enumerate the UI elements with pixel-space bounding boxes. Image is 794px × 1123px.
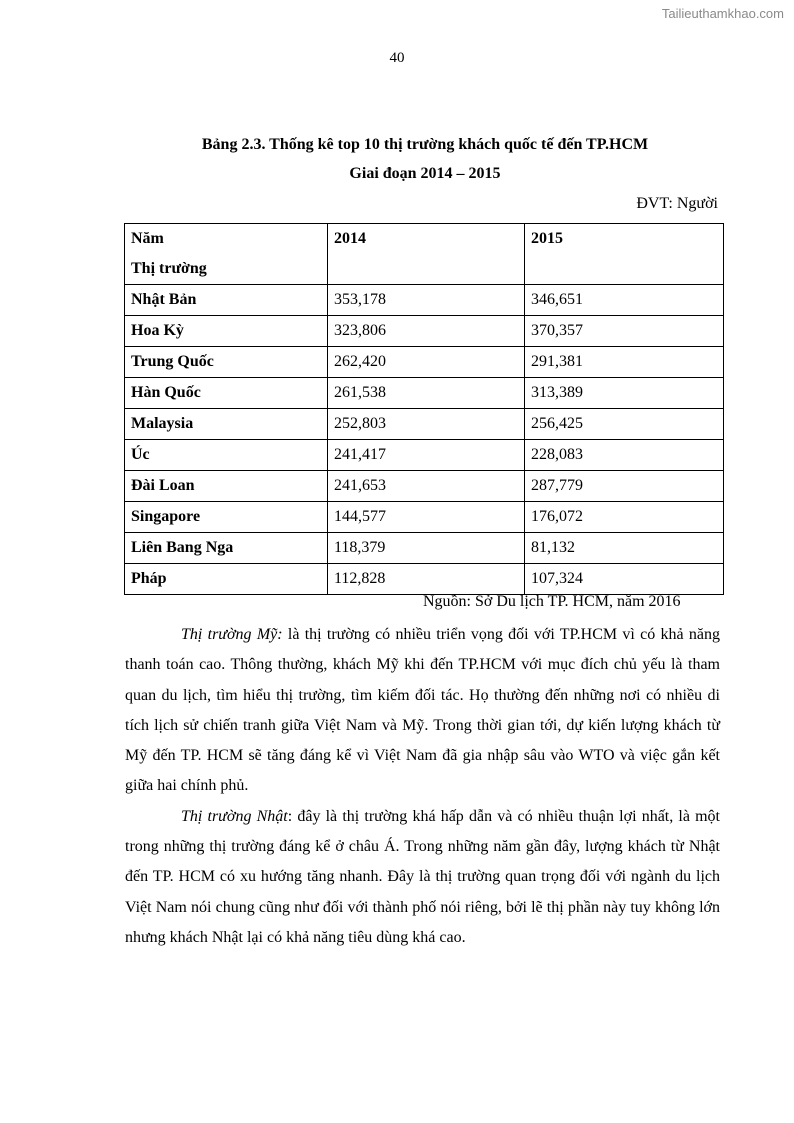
unit-label: ĐVT: Người [636,195,718,212]
table-header-row [125,224,724,285]
value-2014-cell: 261,538 [328,378,525,409]
value-2015-cell: 370,357 [525,316,724,347]
market-name-cell: Pháp [125,564,328,595]
table-row [125,471,724,502]
table-row [125,502,724,533]
market-name-cell: Đài Loan [125,471,328,502]
value-2014-cell: 144,577 [328,502,525,533]
value-2014-cell: 241,653 [328,471,525,502]
value-2015-cell: 107,324 [525,564,724,595]
table-row [125,440,724,471]
value-2015-cell: 81,132 [525,533,724,564]
value-2015-cell: 256,425 [525,409,724,440]
watermark: Tailieuthamkhao.com [661,6,784,21]
market-name-cell: Nhật Bản [125,285,328,316]
table-row [125,564,724,595]
paragraph-lead: Thị trường Nhật [181,807,288,825]
value-2014-cell: 323,806 [328,316,525,347]
paragraph-us-market [125,620,720,802]
value-2014-cell: 262,420 [328,347,525,378]
value-2014-cell: 252,803 [328,409,525,440]
table-row [125,378,724,409]
table-caption-title: Bảng 2.3. Thống kê top 10 thị trường khách quốc tế đến TP.HCM [201,136,649,153]
header-2014: 2014 [328,224,525,285]
market-name-cell: Trung Quốc [125,347,328,378]
value-2015-cell: 313,389 [525,378,724,409]
table-row [125,316,724,347]
paragraph-japan-market [125,802,720,953]
table-caption-period: Giai đoạn 2014 – 2015 [349,165,501,182]
table-source: Nguồn: Sở Du lịch TP. HCM, năm 2016 [423,593,681,610]
value-2015-cell: 291,381 [525,347,724,378]
header-year-market-cell [125,224,328,285]
value-2014-cell: 353,178 [328,285,525,316]
paragraph-text: là thị trường có nhiều triển vọng đối với TP.HCM vì có khả năng thanh toán cao. Thông thường, khách Mỹ khi đến TP.HCM với mục đích chủ yếu là tham quan du lịch, tìm hiểu thị trường, tìm kiếm đối tác. Họ thường đến những nơi có nhiều di tích lịch sử chiến tranh giữa Việt Nam và Mỹ. Trong thời gian tới, dự kiến lượng khách từ Mỹ đến TP. HCM sẽ tăng đáng kể vì Việt Nam đã gia nhập sâu vào WTO và việc gắn kết giữa hai chính phủ. [125,626,720,795]
header-market-label: Thị trường [131,260,207,277]
market-table [124,223,724,595]
table-row [125,533,724,564]
table-row [125,347,724,378]
table-row [125,285,724,316]
market-name-cell: Liên Bang Nga [125,533,328,564]
market-name-cell: Malaysia [125,409,328,440]
value-2014-cell: 112,828 [328,564,525,595]
value-2015-cell: 287,779 [525,471,724,502]
paragraph-text: : đây là thị trường khá hấp dẫn và có nhiều thuận lợi nhất, là một trong những thị trường đáng kể ở châu Á. Trong những năm gần đây, lượng khách từ Nhật đến TP. HCM có xu hướng tăng nhanh. Đây là thị trường quan trọng đối với ngành du lịch Việt Nam nói chung cũng như đối với thành phố nói riêng, bởi lẽ thị phần này tuy không lớn nhưng khách Nhật lại có khả năng tiêu dùng khá cao. [125,807,721,946]
market-name-cell: Singapore [125,502,328,533]
market-name-cell: Hoa Kỳ [125,316,328,347]
market-name-cell: Hàn Quốc [125,378,328,409]
body-text [125,620,720,953]
table-row [125,409,724,440]
header-year-label: Năm [131,230,164,247]
value-2015-cell: 176,072 [525,502,724,533]
paragraph-lead: Thị trường Mỹ: [181,626,283,643]
value-2015-cell: 346,651 [525,285,724,316]
value-2015-cell: 228,083 [525,440,724,471]
header-2015: 2015 [525,224,724,285]
market-name-cell: Úc [125,440,328,471]
value-2014-cell: 118,379 [328,533,525,564]
page-number: 40 [389,50,405,66]
value-2014-cell: 241,417 [328,440,525,471]
